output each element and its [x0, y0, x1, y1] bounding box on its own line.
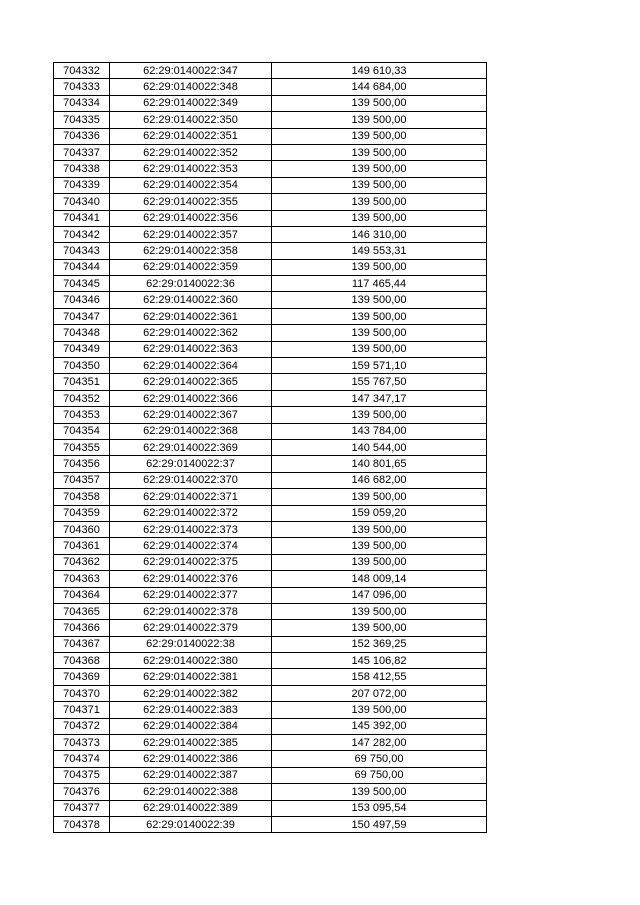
table-row [54, 439, 487, 455]
cadastral-number-cell: 62:29:0140022:387 [110, 767, 272, 783]
cadastral-number-cell: 62:29:0140022:385 [110, 735, 272, 751]
table-row [54, 816, 487, 832]
row-id-cell: 704341 [54, 210, 110, 226]
value-cell: 139 500,00 [272, 194, 487, 210]
table-row [54, 194, 487, 210]
row-id-cell: 704349 [54, 341, 110, 357]
row-id-cell: 704355 [54, 439, 110, 455]
table-row [54, 718, 487, 734]
row-id-cell: 704332 [54, 63, 110, 79]
cadastral-number-cell: 62:29:0140022:353 [110, 161, 272, 177]
value-cell: 207 072,00 [272, 685, 487, 701]
value-cell: 139 500,00 [272, 259, 487, 275]
row-id-cell: 704358 [54, 489, 110, 505]
row-id-cell: 704369 [54, 669, 110, 685]
value-cell: 145 392,00 [272, 718, 487, 734]
value-cell: 152 369,25 [272, 636, 487, 652]
value-cell: 139 500,00 [272, 210, 487, 226]
cadastral-number-cell: 62:29:0140022:364 [110, 358, 272, 374]
row-id-cell: 704375 [54, 767, 110, 783]
table-row [54, 472, 487, 488]
table-row [54, 63, 487, 79]
table-row [54, 112, 487, 128]
cadastral-number-cell: 62:29:0140022:358 [110, 243, 272, 259]
row-id-cell: 704365 [54, 603, 110, 619]
table-row [54, 210, 487, 226]
row-id-cell: 704371 [54, 702, 110, 718]
value-cell: 139 500,00 [272, 407, 487, 423]
value-cell: 139 500,00 [272, 112, 487, 128]
value-cell: 146 682,00 [272, 472, 487, 488]
cadastral-number-cell: 62:29:0140022:370 [110, 472, 272, 488]
row-id-cell: 704357 [54, 472, 110, 488]
row-id-cell: 704353 [54, 407, 110, 423]
cadastral-number-cell: 62:29:0140022:382 [110, 685, 272, 701]
table-row [54, 407, 487, 423]
value-cell: 139 500,00 [272, 161, 487, 177]
row-id-cell: 704356 [54, 456, 110, 472]
cadastral-number-cell: 62:29:0140022:373 [110, 521, 272, 537]
value-cell: 140 801,65 [272, 456, 487, 472]
value-cell: 149 553,31 [272, 243, 487, 259]
row-id-cell: 704378 [54, 816, 110, 832]
value-cell: 147 096,00 [272, 587, 487, 603]
table-row [54, 243, 487, 259]
cadastral-number-cell: 62:29:0140022:365 [110, 374, 272, 390]
value-cell: 139 500,00 [272, 341, 487, 357]
cadastral-number-cell: 62:29:0140022:389 [110, 800, 272, 816]
cadastral-number-cell: 62:29:0140022:359 [110, 259, 272, 275]
table-row [54, 784, 487, 800]
table-row [54, 226, 487, 242]
table-row [54, 767, 487, 783]
row-id-cell: 704354 [54, 423, 110, 439]
cadastral-number-cell: 62:29:0140022:381 [110, 669, 272, 685]
table-row [54, 587, 487, 603]
cadastral-number-cell: 62:29:0140022:378 [110, 603, 272, 619]
cadastral-number-cell: 62:29:0140022:350 [110, 112, 272, 128]
value-cell: 147 282,00 [272, 735, 487, 751]
cadastral-number-cell: 62:29:0140022:383 [110, 702, 272, 718]
table-row [54, 800, 487, 816]
table-row [54, 751, 487, 767]
cadastral-number-cell: 62:29:0140022:386 [110, 751, 272, 767]
cadastral-number-cell: 62:29:0140022:372 [110, 505, 272, 521]
cadastral-number-cell: 62:29:0140022:348 [110, 79, 272, 95]
value-cell: 140 544,00 [272, 439, 487, 455]
row-id-cell: 704336 [54, 128, 110, 144]
row-id-cell: 704339 [54, 177, 110, 193]
value-cell: 159 571,10 [272, 358, 487, 374]
cadastral-number-cell: 62:29:0140022:377 [110, 587, 272, 603]
table-row [54, 489, 487, 505]
table-row [54, 456, 487, 472]
value-cell: 144 684,00 [272, 79, 487, 95]
row-id-cell: 704352 [54, 390, 110, 406]
cadastral-number-cell: 62:29:0140022:368 [110, 423, 272, 439]
row-id-cell: 704350 [54, 358, 110, 374]
value-cell: 158 412,55 [272, 669, 487, 685]
cadastral-number-cell: 62:29:0140022:352 [110, 144, 272, 160]
value-cell: 139 500,00 [272, 144, 487, 160]
cadastral-number-cell: 62:29:0140022:384 [110, 718, 272, 734]
value-cell: 150 497,59 [272, 816, 487, 832]
row-id-cell: 704347 [54, 308, 110, 324]
table-row [54, 325, 487, 341]
value-cell: 139 500,00 [272, 784, 487, 800]
row-id-cell: 704342 [54, 226, 110, 242]
value-cell: 139 500,00 [272, 702, 487, 718]
row-id-cell: 704362 [54, 554, 110, 570]
row-id-cell: 704377 [54, 800, 110, 816]
row-id-cell: 704344 [54, 259, 110, 275]
value-cell: 143 784,00 [272, 423, 487, 439]
value-cell: 139 500,00 [272, 325, 487, 341]
cadastral-number-cell: 62:29:0140022:376 [110, 571, 272, 587]
table-row [54, 653, 487, 669]
row-id-cell: 704346 [54, 292, 110, 308]
value-cell: 155 767,50 [272, 374, 487, 390]
value-cell: 69 750,00 [272, 767, 487, 783]
cadastral-number-cell: 62:29:0140022:379 [110, 620, 272, 636]
row-id-cell: 704372 [54, 718, 110, 734]
table-row [54, 554, 487, 570]
row-id-cell: 704364 [54, 587, 110, 603]
table-row [54, 603, 487, 619]
cadastral-number-cell: 62:29:0140022:371 [110, 489, 272, 505]
row-id-cell: 704361 [54, 538, 110, 554]
table-row [54, 538, 487, 554]
row-id-cell: 704335 [54, 112, 110, 128]
value-cell: 69 750,00 [272, 751, 487, 767]
table-row [54, 505, 487, 521]
cadastral-number-cell: 62:29:0140022:375 [110, 554, 272, 570]
value-cell: 159 059,20 [272, 505, 487, 521]
value-cell: 149 610,33 [272, 63, 487, 79]
row-id-cell: 704340 [54, 194, 110, 210]
cadastral-number-cell: 62:29:0140022:366 [110, 390, 272, 406]
value-cell: 139 500,00 [272, 292, 487, 308]
table-row [54, 308, 487, 324]
value-cell: 139 500,00 [272, 308, 487, 324]
cadastral-number-cell: 62:29:0140022:388 [110, 784, 272, 800]
value-cell: 139 500,00 [272, 177, 487, 193]
value-cell: 153 095,54 [272, 800, 487, 816]
table-row [54, 276, 487, 292]
cadastral-number-cell: 62:29:0140022:367 [110, 407, 272, 423]
row-id-cell: 704345 [54, 276, 110, 292]
table-row [54, 144, 487, 160]
row-id-cell: 704363 [54, 571, 110, 587]
table-row [54, 358, 487, 374]
cadastral-number-cell: 62:29:0140022:363 [110, 341, 272, 357]
table-row [54, 341, 487, 357]
table-row [54, 620, 487, 636]
cadastral-number-cell: 62:29:0140022:357 [110, 226, 272, 242]
value-cell: 139 500,00 [272, 95, 487, 111]
row-id-cell: 704368 [54, 653, 110, 669]
table-row [54, 95, 487, 111]
cadastral-number-cell: 62:29:0140022:360 [110, 292, 272, 308]
value-cell: 117 465,44 [272, 276, 487, 292]
cadastral-number-cell: 62:29:0140022:374 [110, 538, 272, 554]
row-id-cell: 704360 [54, 521, 110, 537]
value-cell: 145 106,82 [272, 653, 487, 669]
table-row [54, 521, 487, 537]
cadastral-number-cell: 62:29:0140022:362 [110, 325, 272, 341]
table-row [54, 702, 487, 718]
row-id-cell: 704376 [54, 784, 110, 800]
row-id-cell: 704351 [54, 374, 110, 390]
cadastral-number-cell: 62:29:0140022:351 [110, 128, 272, 144]
value-cell: 146 310,00 [272, 226, 487, 242]
row-id-cell: 704333 [54, 79, 110, 95]
value-cell: 139 500,00 [272, 521, 487, 537]
row-id-cell: 704337 [54, 144, 110, 160]
cadastral-number-cell: 62:29:0140022:349 [110, 95, 272, 111]
table-row [54, 685, 487, 701]
cadastral-number-cell: 62:29:0140022:369 [110, 439, 272, 455]
cadastral-number-cell: 62:29:0140022:36 [110, 276, 272, 292]
cadastral-number-cell: 62:29:0140022:347 [110, 63, 272, 79]
table-body [54, 63, 487, 833]
cadastral-number-cell: 62:29:0140022:361 [110, 308, 272, 324]
row-id-cell: 704370 [54, 685, 110, 701]
value-cell: 139 500,00 [272, 489, 487, 505]
row-id-cell: 704334 [54, 95, 110, 111]
row-id-cell: 704348 [54, 325, 110, 341]
table-row [54, 259, 487, 275]
value-cell: 139 500,00 [272, 554, 487, 570]
table-row [54, 735, 487, 751]
value-cell: 139 500,00 [272, 128, 487, 144]
cadastral-number-cell: 62:29:0140022:355 [110, 194, 272, 210]
value-cell: 147 347,17 [272, 390, 487, 406]
data-sheet [53, 62, 486, 833]
value-cell: 139 500,00 [272, 620, 487, 636]
table-row [54, 374, 487, 390]
row-id-cell: 704338 [54, 161, 110, 177]
cadastral-number-cell: 62:29:0140022:38 [110, 636, 272, 652]
value-cell: 139 500,00 [272, 538, 487, 554]
row-id-cell: 704367 [54, 636, 110, 652]
cadastral-value-table [53, 62, 487, 833]
table-row [54, 571, 487, 587]
cadastral-number-cell: 62:29:0140022:380 [110, 653, 272, 669]
table-row [54, 79, 487, 95]
table-row [54, 669, 487, 685]
value-cell: 139 500,00 [272, 603, 487, 619]
cadastral-number-cell: 62:29:0140022:39 [110, 816, 272, 832]
table-row [54, 177, 487, 193]
table-row [54, 636, 487, 652]
row-id-cell: 704359 [54, 505, 110, 521]
cadastral-number-cell: 62:29:0140022:37 [110, 456, 272, 472]
table-row [54, 161, 487, 177]
row-id-cell: 704373 [54, 735, 110, 751]
table-row [54, 423, 487, 439]
row-id-cell: 704366 [54, 620, 110, 636]
table-row [54, 292, 487, 308]
row-id-cell: 704374 [54, 751, 110, 767]
value-cell: 148 009,14 [272, 571, 487, 587]
cadastral-number-cell: 62:29:0140022:354 [110, 177, 272, 193]
table-row [54, 128, 487, 144]
cadastral-number-cell: 62:29:0140022:356 [110, 210, 272, 226]
row-id-cell: 704343 [54, 243, 110, 259]
table-row [54, 390, 487, 406]
